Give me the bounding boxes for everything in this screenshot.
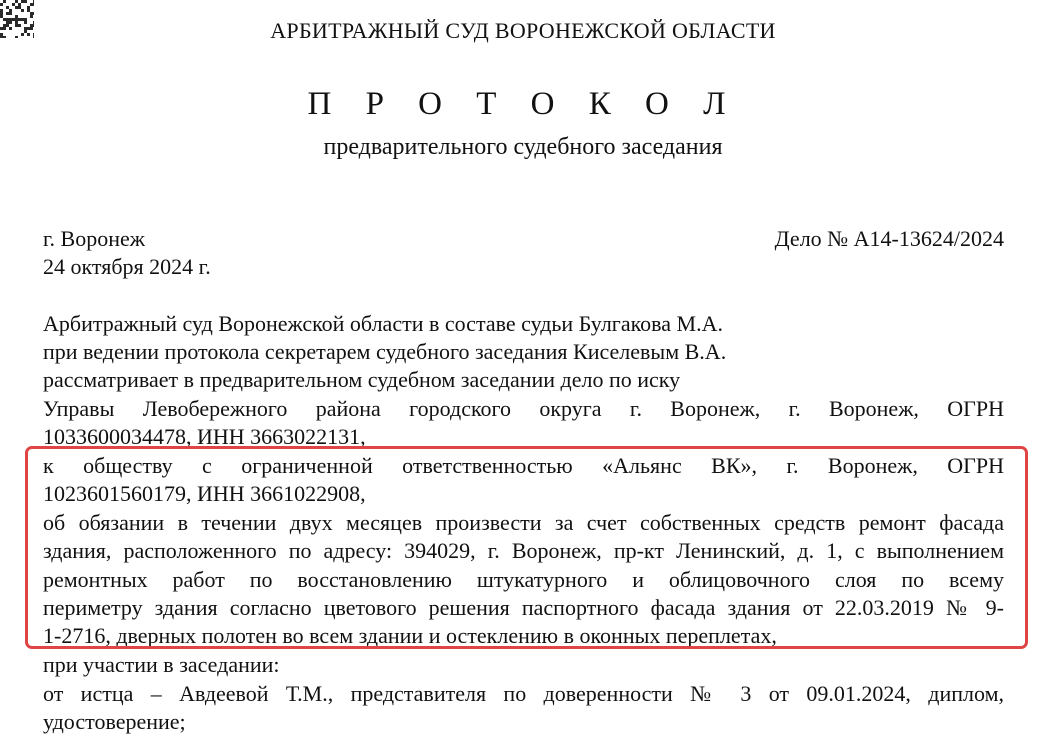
case-number: Дело № А14-13624/2024 xyxy=(774,226,1004,251)
body-line: периметру здания согласно цветового решения паспортного фасада здания от 22.03.2019 № 9- xyxy=(43,595,1004,620)
session-date: 24 октября 2024 г. xyxy=(43,254,211,279)
body-line: 1023601560179, ИНН 3661022908, xyxy=(43,481,366,506)
body-line: при ведении протокола секретарем судебного заседания Киселевым В.А. xyxy=(43,339,727,364)
document-title: П Р О Т О К О Л xyxy=(307,86,739,122)
document-subtitle: предварительного судебного заседания xyxy=(323,134,723,160)
qr-module xyxy=(0,3,3,6)
qr-module xyxy=(33,3,34,6)
body-line: об обязании в течении двух месяцев произвести за счет собственных средств ремонт фасада xyxy=(43,510,1004,535)
city: г. Воронеж xyxy=(43,226,145,251)
highlight-box xyxy=(25,446,1028,649)
body-line: 1-2716, дверных полотен во всем здании и остеклению в оконных переплетах, xyxy=(43,623,777,648)
body-line: здания, расположенного по адресу: 394029, г. Воронеж, пр-кт Ленинский, д. 1, с выполнением xyxy=(43,538,1004,563)
qr-module xyxy=(3,0,6,3)
body-line: удостоверение; xyxy=(43,709,186,734)
qr-module xyxy=(9,12,12,15)
court-name: АРБИТРАЖНЫЙ СУД ВОРОНЕЖСКОЙ ОБЛАСТИ xyxy=(270,18,776,43)
body-line: Управы Левобережного района городского округа г. Воронеж, г. Воронеж, ОГРН xyxy=(43,396,1004,421)
body-line: рассматривает в предварительном судебном заседании дело по иску xyxy=(43,367,681,392)
qr-module xyxy=(24,0,27,3)
body-line: 1033600034478, ИНН 3663022131, xyxy=(43,424,366,449)
body-line: от истца – Авдеевой Т.М., представителя по доверенности № 3 от 09.01.2024, диплом, xyxy=(43,681,1004,706)
body-line: ремонтных работ по восстановлению штукатурного и облицовочного слоя по всему xyxy=(43,567,1004,592)
qr-module xyxy=(33,12,34,15)
qr-module xyxy=(21,9,24,12)
body-line: Арбитражный суд Воронежской области в составе судьи Булгакова М.А. xyxy=(43,311,723,336)
body-line: при участии в заседании: xyxy=(43,652,280,677)
body-line: к обществу с ограниченной ответственностью «Альянс ВК», г. Воронеж, ОГРН xyxy=(43,453,1004,478)
